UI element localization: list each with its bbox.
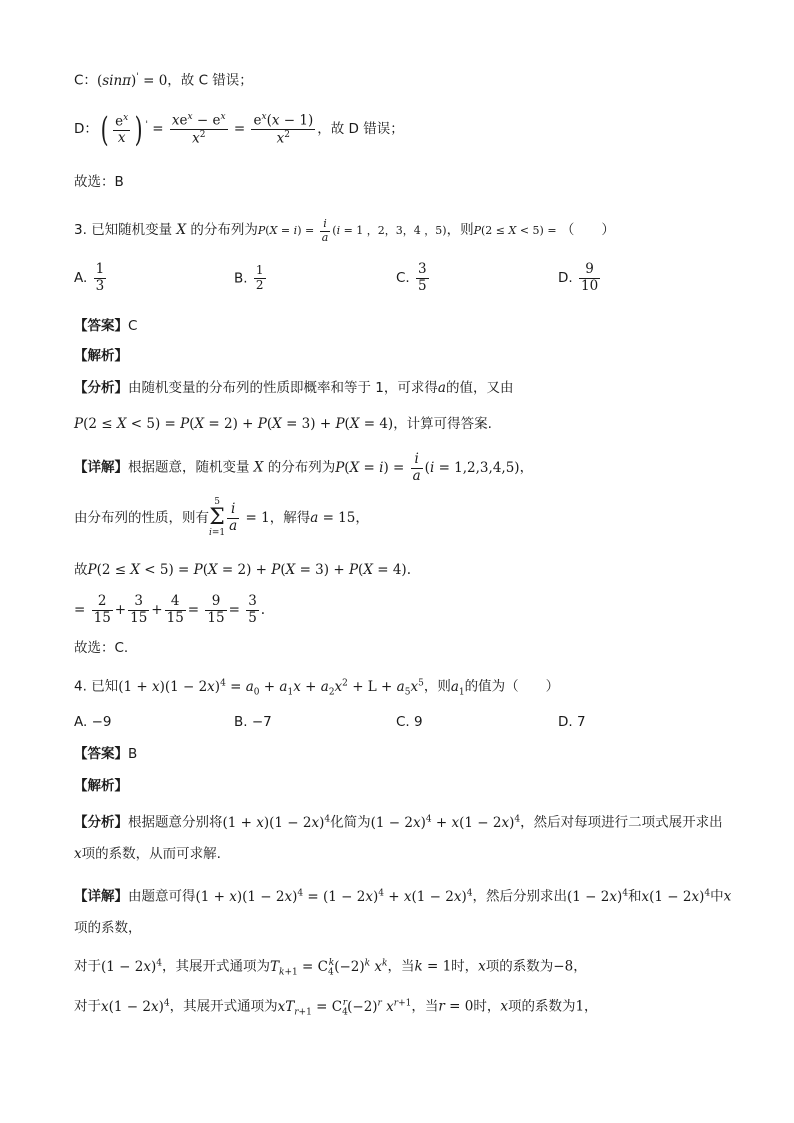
q4-stem-c: 的值为（ ）: [464, 678, 560, 695]
q4-xj3-a: 对于: [74, 958, 101, 975]
q3-option-b-den: 2: [255, 277, 264, 292]
q4-xj1-c: 和: [628, 888, 642, 905]
q4-xj1-d: 中: [710, 888, 724, 905]
q3-fenxi-b: 的值，又由: [445, 380, 514, 396]
q3-answer-value: C: [128, 318, 138, 334]
math-frac-sum: = $\frac{2}{15}$ + $\frac{3}{15}$ + $\frac{4}{15}$ = $\frac{9}{15}$ = $\frac{3}{5}$ .: [74, 593, 266, 626]
q4-xiangjie-2: 项的系数，: [74, 920, 142, 936]
math-q4-x5: $x(1 - 2x)^4$: [101, 998, 170, 1015]
q4-answer-value: B: [128, 746, 138, 762]
q3-xiangjie-3: [74, 562, 411, 578]
math-q4-f1: $(1 + x)(1 - 2x)^4$: [222, 814, 331, 831]
q3-xiangjie-tag: 【详解】: [74, 459, 128, 476]
math-c: (sinπ)' = 0: [96, 72, 168, 89]
q3-xiangjie-4: [74, 594, 265, 626]
q3-stem-c: ，则: [446, 222, 474, 239]
q4-xiangjie-4: 对于$x(1 - 2x)^4$，其展开式通项为$xT_{r+1} = C_4^r(-2)^r$ $x^{r+1}$，当r = 0时，x项的系数为1，: [74, 998, 598, 1018]
q3-fenxi-a: 由随机变量的分布列的性质即概率和等于 1，可求得: [128, 380, 438, 396]
q3-option-c-num: 3: [418, 261, 427, 277]
math-var-x6: x: [500, 998, 508, 1015]
line-option-d: [74, 109, 404, 150]
q3-stem: [74, 218, 615, 244]
label-c: C：: [74, 72, 97, 89]
q3-option-b-label: B.: [234, 270, 248, 287]
q3-number: 3.: [74, 222, 87, 239]
label-d: D：: [74, 121, 98, 138]
math-var-a: a: [437, 380, 446, 396]
math-q4-stem: $(1 + x)(1 - 2x)^4 = a_0 + a_1x + a_2x^2 + L + a_5x^5$: [118, 678, 424, 698]
line-option-c: [74, 72, 253, 89]
q4-xj4-a: 对于: [74, 998, 101, 1015]
q3-fenxi-c: ，计算可得答案.: [393, 416, 492, 432]
q3-stem-d: （ ）: [560, 222, 615, 239]
q4-xiangjie-1: [74, 888, 731, 905]
q3-option-b-num: 1: [255, 263, 264, 277]
math-var-x3: x: [74, 846, 82, 862]
q4-option-a[interactable]: A. −9: [74, 714, 112, 730]
q3-option-d-num: 9: [579, 262, 600, 279]
q3-option-b[interactable]: [234, 264, 268, 293]
math-neg8: −8: [553, 958, 574, 975]
math-q4-f2: $(1 - 2x)^4 + x(1 - 2x)^4$: [370, 814, 521, 831]
math-r0: r = 0: [438, 998, 474, 1015]
q3-prob: P(2 ≤ X < 5) =: [473, 224, 557, 238]
math-q4-x4: $(1 - 2x)^4$: [101, 958, 162, 975]
math-prob-sum-2: P(2 ≤ X < 5) = P(X = 2) + P(X = 3) + P(X = 4).: [87, 562, 411, 578]
math-d: ( $\frac{e^x}{x}$ ) ' = $\frac{xe^x - e^x}{x^2}$ = $\frac{e^x(x - 1)}{x^2}$: [100, 109, 314, 150]
math-k1: k = 1: [414, 958, 452, 975]
math-a1: $a_1$: [450, 678, 465, 698]
q4-fenxi-2: [74, 846, 221, 862]
math-dist-2: P(X = i) = $\frac{i}{a}$ (i = 1,2,3,4,5): [335, 451, 520, 484]
q4-option-c[interactable]: C. 9: [396, 714, 423, 730]
q3-option-c-label: C.: [396, 270, 410, 287]
q3-option-d-den: 10: [580, 277, 599, 294]
math-prob-sum: P(2 ≤ X < 5) = P(X = 2) + P(X = 3) + P(X = 4): [74, 416, 394, 432]
q4-answer: [74, 746, 137, 762]
q4-xj3-c: ，当: [387, 958, 415, 975]
q4-xj4-b: ，其展开式通项为: [169, 998, 278, 1015]
q4-xj4-c: ，当: [411, 998, 439, 1015]
q4-number: 4.: [74, 678, 87, 695]
q3-option-a-label: A.: [74, 270, 88, 287]
math-sum: $\frac{i}{a}$ = 1: [229, 501, 270, 534]
q3-distribution: P(X = i) = $\frac{i}{a}$ (i = 1 ，2，3，4 ，5): [257, 217, 447, 244]
text-d-tail: ，故 D 错误；: [317, 121, 404, 138]
q4-stem: [74, 678, 559, 698]
q4-answer-tag: 【答案】: [74, 746, 128, 762]
q4-xj3-b: ，其展开式通项为: [161, 958, 270, 975]
q4-xj3-e: 项的系数为: [485, 958, 554, 975]
q3-xj2-b: ，解得: [269, 510, 311, 526]
math-var-x: X: [172, 222, 191, 239]
q3-answer-tag: 【答案】: [74, 318, 128, 334]
q4-fenxi-a: 根据题意分别将: [128, 814, 223, 831]
q4-fenxi: [74, 814, 723, 831]
q4-fenxi-b: 化简为: [330, 814, 371, 831]
q4-xj1-a: 由题意可得: [128, 888, 196, 905]
q4-xiangjie-tag: 【详解】: [74, 888, 128, 905]
sum-symbol: 5 Σ i=1: [209, 497, 226, 538]
q3-fenxi: [74, 380, 513, 396]
q3-xj2-a: 由分布列的性质，则有: [74, 510, 209, 526]
math-q4-tr: $xT_{r+1} = C_4^r(-2)^r$ $x^{r+1}$: [277, 998, 412, 1018]
q4-fenxi-tag: 【分析】: [74, 814, 128, 831]
q3-stem-b: 的分布列为: [190, 222, 258, 239]
q3-stem-a: 已知随机变量: [91, 222, 173, 239]
math-q4-x1: $(1 + x)(1 - 2x)^4 = (1 - 2x)^4 + x(1 - 2x)^4$: [195, 888, 473, 905]
q3-xj1-a: 根据题意，随机变量: [128, 459, 250, 476]
q3-final: 故选：C.: [74, 640, 129, 656]
math-var-x4: x: [723, 888, 732, 905]
q3-option-a[interactable]: [74, 262, 108, 294]
math-q4-tk: $T_{k+1} = C_4^k(-2)^k$ $x^k$: [269, 958, 388, 978]
q3-xj1-b: 的分布列为: [267, 459, 336, 476]
q3-jiexi: 【解析】: [74, 348, 128, 364]
q4-xj3-d: 时，: [451, 958, 479, 975]
line-answer-q2: 故选：B: [74, 174, 124, 190]
q4-xj4-e: 项的系数为: [507, 998, 576, 1015]
q3-answer: [74, 318, 137, 334]
q3-option-c[interactable]: [396, 262, 431, 294]
q3-option-a-den: 3: [95, 277, 105, 294]
q3-option-c-den: 5: [418, 277, 427, 294]
q4-option-b[interactable]: B. −7: [234, 714, 272, 730]
math-q4-x2: $(1 - 2x)^4$: [567, 888, 628, 905]
math-q4-x3: $x(1 - 2x)^4$: [641, 888, 711, 905]
math-a15: a = 15: [310, 510, 356, 526]
q4-fenxi-d: 项的系数，从而可求解.: [81, 846, 221, 862]
math-var-x5: x: [478, 958, 486, 975]
q3-fenxi-formula: [74, 416, 492, 432]
q4-option-d[interactable]: D. 7: [558, 714, 586, 730]
q3-option-d[interactable]: [558, 262, 602, 294]
q4-jiexi: 【解析】: [74, 778, 128, 794]
q4-xiangjie-3: 对于$(1 - 2x)^4$，其展开式通项为$T_{k+1} = C_4^k(-2)^k$ $x^k$，当k = 1时，x项的系数为−8，: [74, 958, 587, 978]
q3-option-d-label: D.: [558, 270, 573, 287]
q3-fenxi-tag: 【分析】: [74, 380, 128, 396]
q4-stem-b: ，则: [423, 678, 451, 695]
q4-stem-a: 已知: [91, 678, 119, 695]
q3-xiangjie-2: 由分布列的性质，则有5 Σ i=1 $\frac{i}{a}$ = 1，解得a = 15，: [74, 497, 369, 538]
math-one: 1: [575, 998, 585, 1015]
q3-xiangjie-1: 【详解】根据题意，随机变量 X 的分布列为P(X = i) = $\frac{i}{a}$ (i = 1,2,3,4,5)，: [74, 451, 534, 484]
text-c-tail: ，故 C 错误；: [167, 72, 253, 89]
q4-xj1-b: ，然后分别求出: [472, 888, 568, 905]
q3-option-a-num: 1: [95, 261, 105, 277]
q4-fenxi-c: ，然后对每项进行二项式展开求出: [520, 814, 723, 831]
q3-xj3-a: 故: [74, 562, 88, 578]
q4-xj4-d: 时，: [473, 998, 501, 1015]
math-var-x2: X: [249, 459, 268, 476]
